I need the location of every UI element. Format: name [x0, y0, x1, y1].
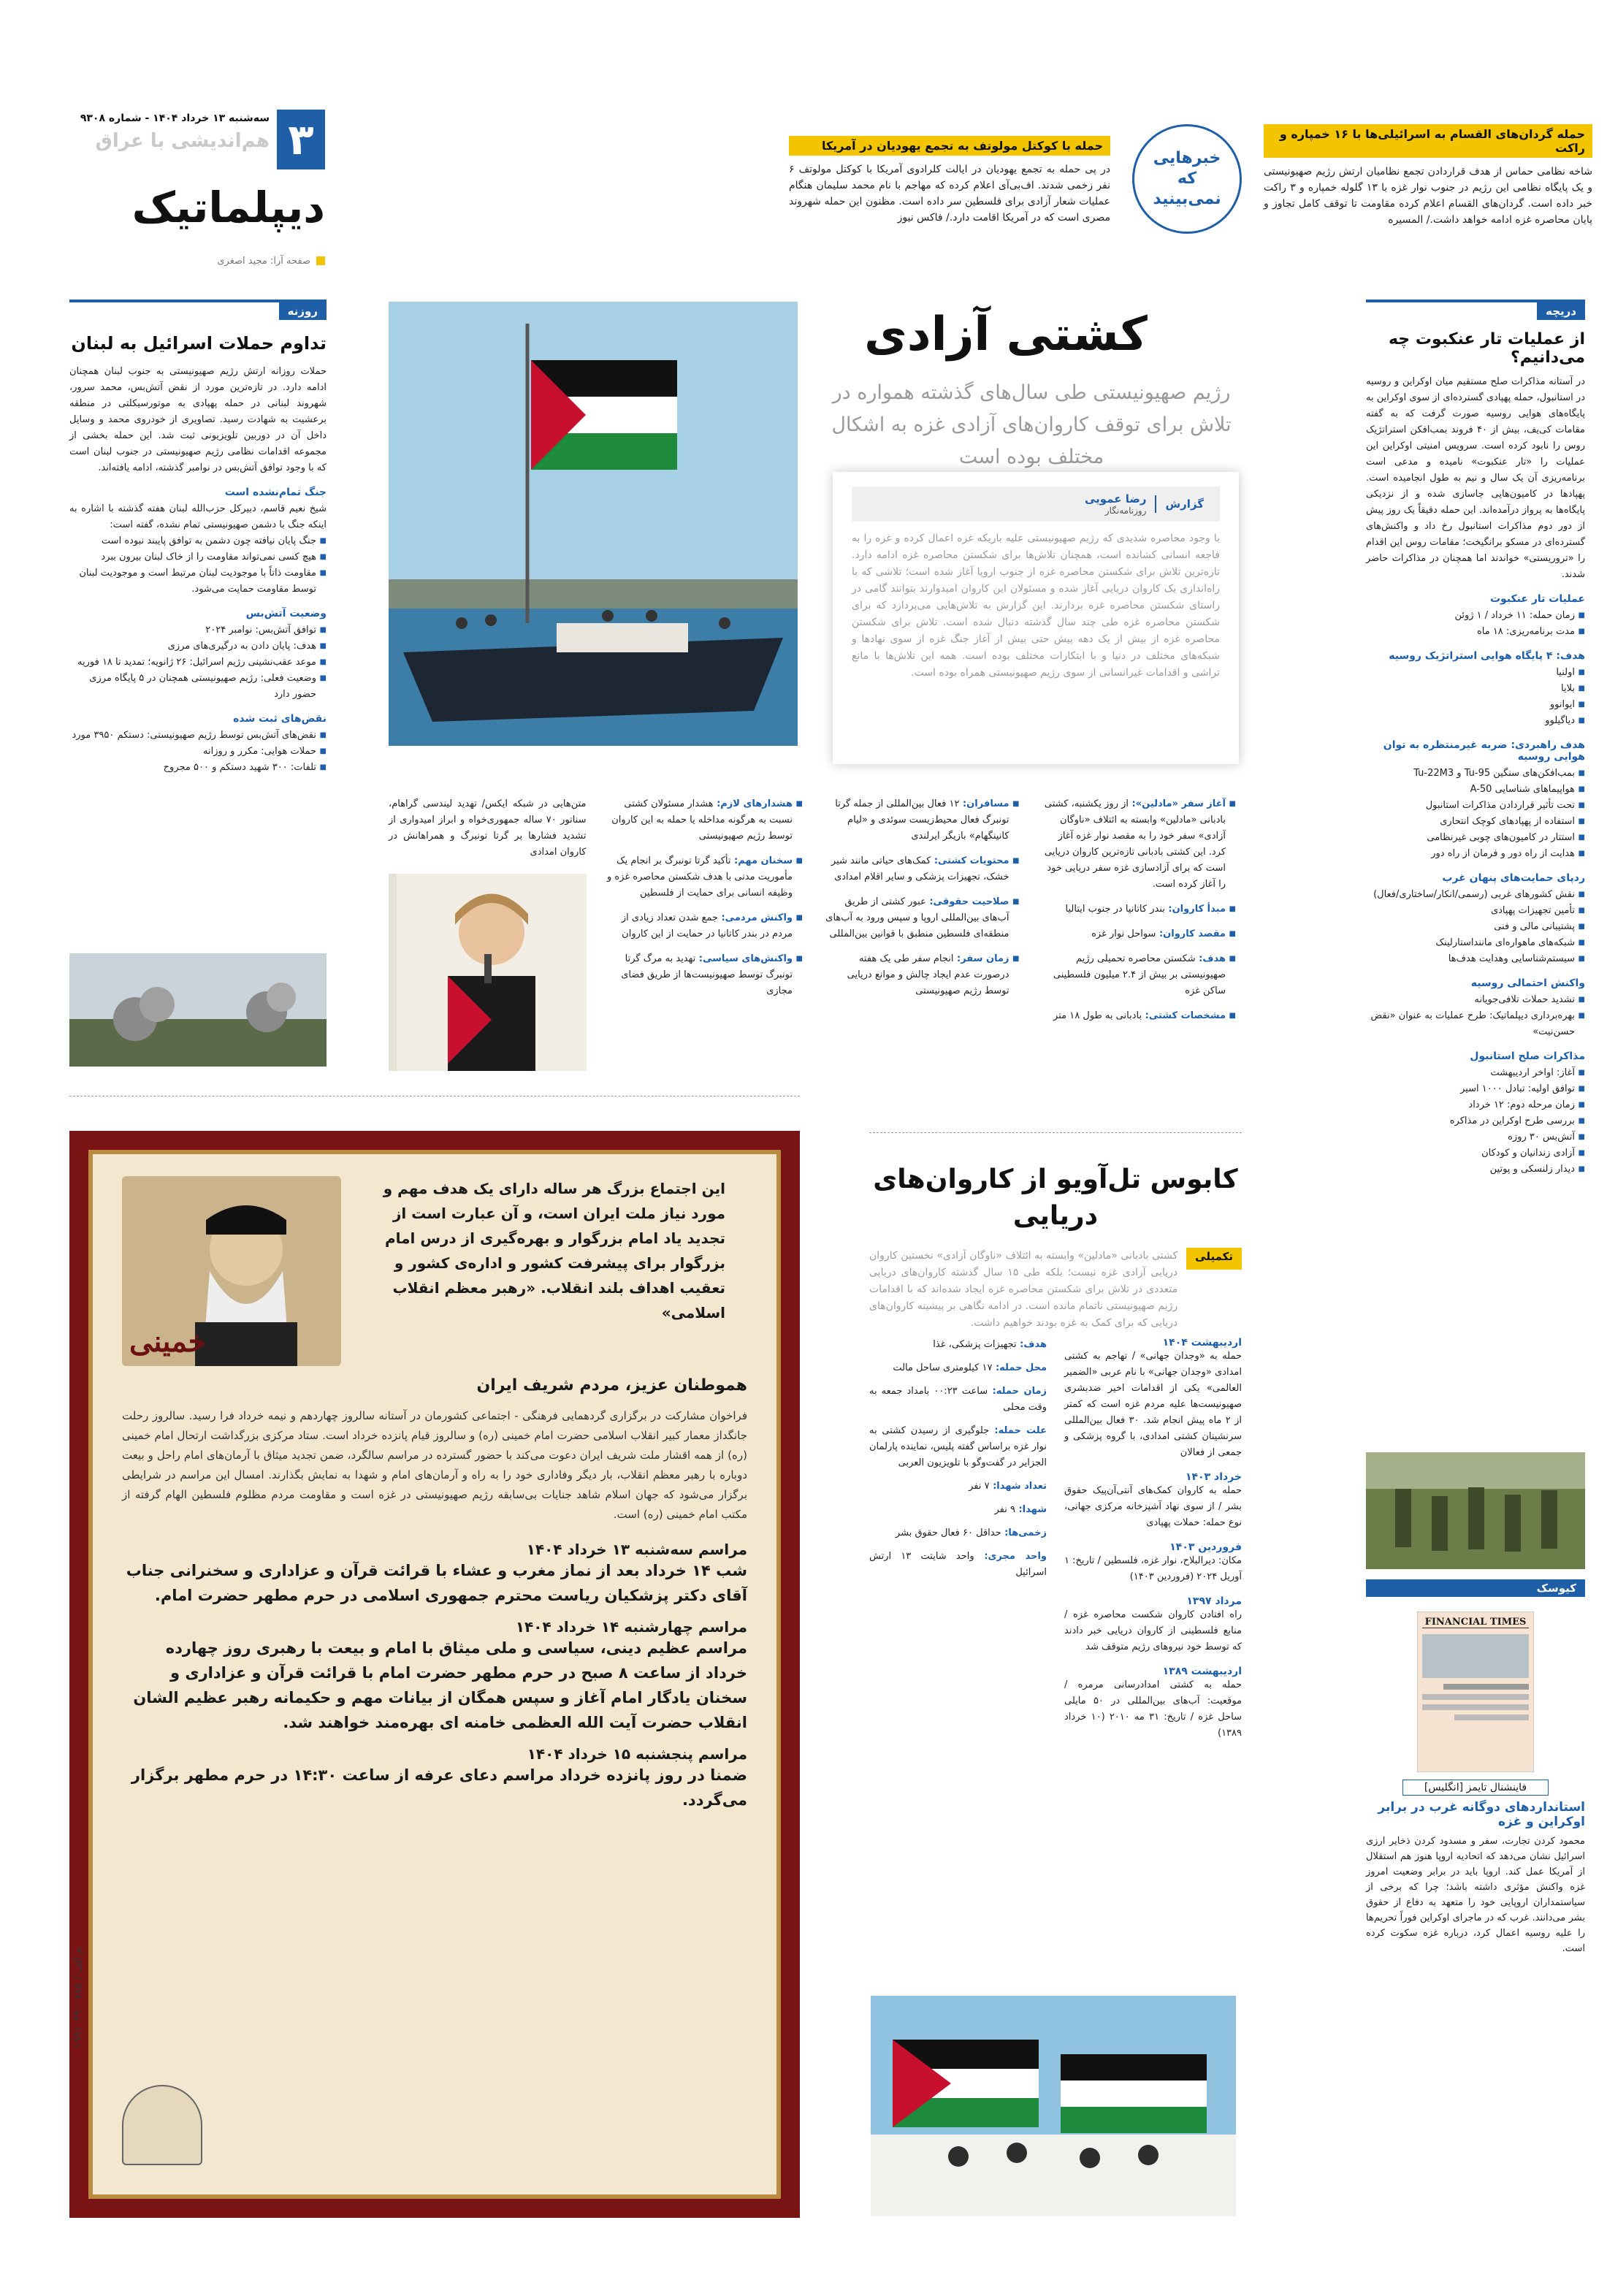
timeline-left-text: واحد شایتت ۱۳ ارتش اسرائیل [869, 1551, 1047, 1578]
right-section-item: ■ نقش کشورهای غربی (رسمی/انکار/ساختاری/فعال) [1366, 887, 1585, 903]
right-section-title: ردپای حمایت‌های پنهان غرب [1442, 872, 1585, 884]
detail-text: هشدار مسئولان کشتی نسبت به هرگونه مداخله یا حمله به این کاروان توسط رژیم صهیونیستی [611, 798, 793, 842]
timeline-left-item [869, 1525, 1047, 1541]
quote-text: متن‌هایی در شبکه ایکس/ تهدید لیندسی گراهام، سناتور ۷۰ ساله جمهوری‌خواه و ابراز امیدواری از تشدید فشارها بر گرتا تونبرگ و همراهانش در کاروان امدادی [389, 798, 587, 858]
top-news-right-text: شاخه نظامی حماس از هدف قراردادن تجمع نظامیان ارتش رژیم صهیونیستی و یک پایگاه نظامی این رژیم در جنوب نوار غزه با ۱۳ گلوله خمپاره و ۳ راکت خبر داده است. گردان‌های القسام اعلام کرده مقاومت تا توقف کامل تجاوز و پایان محاصره غزه ادامه خواهد داشت./ المسیره [1264, 166, 1593, 226]
right-section-item: ■ بمب‌افکن‌های سنگین Tu-95 و Tu-22M3 [1366, 766, 1585, 782]
left-section-title: جنگ تمام‌نشده است [224, 487, 327, 498]
timeline-left-label: علت حمله: [989, 1425, 1047, 1436]
left-section-item: ■ جنگ پایان نیافته چون دشمن به توافق پایبند نبوده است [69, 533, 327, 549]
right-section-item: ■ تحت تأثیر قراردادن مذاکرات استانبول [1366, 798, 1585, 814]
right-section-item: ■ بررسی طرح اوکراین در مذاکره [1366, 1113, 1585, 1129]
detail-text: از روز یکشنبه، کشتی بادبانی «مادلین» وابسته به ائتلاف «ناوگان آزادی» سفر خود را به مقصد نوار غزه آغاز کرد. این کشتی بادبانی تازه‌ترین کاروان دریایی است که برای آزادسازی غزه سفر دریایی خود را آغاز کرده است. [1044, 798, 1226, 890]
timeline-left-label: تعداد شهدا: [989, 1481, 1047, 1492]
detail-label: سخنان مهم: [730, 855, 793, 866]
masthead [66, 110, 325, 278]
ad-schedule-text: ضمنا در روز پانزده خرداد مراسم دعای عرفه از ساعت ۱۴:۳۰ در حرم مطهر برگزار می‌گردد. [131, 1766, 747, 1809]
timeline-date: اردیبهشت ۱۴۰۴ [1162, 1337, 1242, 1349]
top-news-left-title: حمله با کوکتل مولوتف به تجمع یهودیان در آمریکا [789, 136, 1110, 156]
timeline-left-label: هدف: [1016, 1339, 1047, 1350]
right-section-item: ■ هواپیماهای شناسایی A-50 [1366, 782, 1585, 798]
madleen-details [389, 796, 1236, 1103]
right-section-item: ■ آتش‌بس ۳۰ روزه [1366, 1129, 1585, 1145]
spiderweb-title: از عملیات تار عنکبوت چه می‌دانیم؟ [1388, 330, 1585, 367]
detail-label: صلاحیت حقوقی: [925, 896, 1009, 907]
spiderweb-body: در آستانه مذاکرات صلح مستقیم میان اوکراین و روسیه در استانبول، حمله پهپادی گسترده‌ای از سوی اوکراین به پایگاه‌های هوایی روسیه صورت گرفت که به گفته مقامات کی‌یف، بیش از ۴۰ فروند بمب‌افکن استراتژیک روس را نابود کرده است. سرویس امنیتی اوکراین این عملیات را «تار عنکبوت» نامیده و مدعی است برنامه‌ریزی آن یک سال و نیم به طول انجامیده است. پهپادها در کامیون‌هایی جاسازی شده و از نزدیکی پایگاه‌ها به پرواز درآمده‌اند. این حمله دقیقاً یک روز پیش از دور دوم مذاکرات استانبول رخ داد و واکنش‌های گسترده‌ای در مسکو برانگیخت؛ مقامات روس این اقدام را «تروریستی» خواندند اما همچنان در مذاکرات حاضر شدند. [1366, 376, 1585, 580]
ad-body: فراخوان مشارکت در برگزاری گردهمایی فرهنگی - اجتماعی کشورمان در آستانه سالروز چهاردهم و نیمه خرداد فرا رسید. سالروز رحلت جانگداز معمار کبیر انقلاب اسلامی حضرت امام خمینی (ره) و سالروز قیام پانزده خرداد است. ستاد مرکزی بزرگداشت ارتحال امام خمینی (ره) از همه اقشار ملت شریف ایران دعوت می‌کند با حضور گسترده در مراسم سالگرد، ضمن تجدید میثاق با آرمان‌های امام راحل و بیعت دوباره با رهبر معظم انقلاب، بار دیگر وفاداری خود را به راه و آرمان‌های امام و شهدا به نمایش بگذارند. امسال این مراسم در شرایطی برگزار می‌شود که جهان اسلام شاهد جنایات بی‌سابقه رژیم صهیونیستی در غزه است و مقاومت مردم مظلوم فلسطین الهام گرفته از مکتب امام خمینی (ره) است. [122, 1409, 747, 1521]
page-editor: صفحه آرا: مجید اصغری [217, 256, 310, 267]
right-section-item: ■ آغاز: اواخر اردیبهشت [1366, 1065, 1585, 1081]
timeline-left-label: زخمی‌ها: [1001, 1528, 1047, 1538]
right-section-title: هدف: ۴ پایگاه هوایی استراتژیک روسیه [1389, 650, 1585, 662]
kiosk-caption: فاینشنال تایمز [انگلیس] [1402, 1780, 1549, 1796]
center-divider [869, 1132, 1242, 1133]
report-byline [852, 487, 1220, 522]
detail-text: جمع شدن تعداد زیادی از مردم در بندر کاتانیا در حمایت از این کاروان [621, 912, 793, 939]
detail-text: شکستن محاصره تحمیلی رژیم صهیونیستی بر بیش از ۲.۴ میلیون فلسطینی ساکن غزه [1053, 953, 1226, 996]
timeline-left-text: ۱۷ کیلومتری ساحل مالت [893, 1362, 993, 1373]
flotilla-photo [871, 1996, 1236, 2216]
spiderweb-sections [1366, 593, 1585, 1178]
detail-item [1039, 796, 1237, 893]
kiosk-paper-name: FINANCIAL TIMES [1422, 1617, 1529, 1628]
detail-label: واکنش مردمی: [717, 912, 793, 923]
detail-item [822, 894, 1020, 942]
memorial-ad [69, 1131, 800, 2218]
timeline-left-item [869, 1423, 1047, 1471]
nightmare-tag: تکمیلی [1186, 1248, 1242, 1270]
detail-item [606, 951, 804, 999]
timeline-text: حمله به کاروان کمک‌های آنتی‌آن‌پیک حقوق بشر / از سوی نهاد آشپزخانه مرکزی جهانی، نوع حمله: حملات پهپادی [1064, 1485, 1242, 1528]
timeline-text: مکان: دیرالبلاح، نوار غزه، فلسطین / تاریخ: ۱ آوریل ۲۰۲۴ (فروردین ۱۴۰۳) [1064, 1555, 1242, 1582]
timeline-left-label: محل حمله: [992, 1362, 1047, 1373]
timeline-left [869, 1337, 1047, 1752]
timeline-date: مرداد ۱۳۹۷ [1186, 1595, 1242, 1607]
detail-label: مقصد کاروان: [1156, 928, 1226, 939]
top-news-left [789, 136, 1110, 226]
timeline-left-label: واحد مجری: [974, 1551, 1047, 1562]
dariche-tag: دریچه [1537, 302, 1585, 320]
detail-label: هشدارهای لازم: [713, 798, 793, 809]
timeline-left-text: جلوگیری از رسیدن کشتی به نوار غزه براساس گفته پلیس، نماینده پارلمان الجزایر در گفت‌وگو با تلویزیون العربی [869, 1425, 1047, 1468]
report-box [833, 472, 1239, 764]
section-label: هم‌اندیشی با عراق [95, 130, 270, 152]
detail-item [1039, 901, 1237, 918]
left-section-item: ■ وضعیت فعلی: رژیم صهیونیستی همچنان در ۵ پایگاه مرزی حضور دارد [69, 671, 327, 703]
ship-photo [389, 302, 798, 746]
ad-schedule-text: شب ۱۴ خرداد بعد از نماز مغرب و عشاء با قرائت قرآن و عزاداری و سخنرانی جناب آقای دکتر پزشکیان ریاست محترم جمهوری اسلامی در حرم مطهر حضرت امام. [126, 1562, 747, 1604]
kiosk-tag: کیوسک [1366, 1579, 1585, 1597]
left-section-title: وضعیت آتش‌بس [245, 608, 327, 619]
top-news-right [1264, 124, 1592, 228]
timeline-entry [1064, 1595, 1242, 1655]
right-section-item: ■ تشدید حملات تلافی‌جویانه [1366, 992, 1585, 1008]
girl-illustration [397, 874, 587, 1071]
detail-label: آغاز سفر «مادلین»: [1129, 798, 1226, 809]
timeline-left-item [869, 1337, 1047, 1353]
detail-text: ۱۲ فعال بین‌المللی از جمله گرتا تونبرگ فعال محیط‌زیست سوئدی و «لیام کانینگهام» بازیگر ایرلندی [835, 798, 1009, 842]
detail-text: سواحل نوار غزه [1091, 928, 1156, 939]
soldiers-photo [1366, 1452, 1585, 1569]
nightmare-intro: کشتی بادبانی «مادلین» وابسته به ائتلاف «ناوگان آزادی» نخستین کاروان دریایی آزادی غزه نیست؛ بلکه طی ۱۵ سال گذشته کاروان‌های دریایی متعددی در تلاش برای شکستن محاصره غزه ایجاد شده‌اند که با اقدامات رژیم صهیونیستی ناتمام مانده است. در ادامه نگاهی بر پیشینه کاروان‌های دریایی که برای کمک به غزه بودند خواهیم داشت. [869, 1250, 1178, 1329]
detail-label: مشخصات کشتی: [1142, 1010, 1226, 1021]
logo: دیپلماتیک [131, 183, 325, 232]
ship-illustration [389, 302, 798, 746]
flotilla-illustration [871, 1996, 1236, 2216]
ad-schedule-heading: مراسم سه‌شنبه ۱۳ خرداد ۱۴۰۴ [526, 1541, 747, 1558]
detail-item [1039, 951, 1237, 999]
right-section-item: ■ سیستم‌شناسایی وهدایت هدف‌ها [1366, 951, 1585, 967]
detail-item [606, 910, 804, 942]
detail-text: کمک‌های حیاتی مانند شیر خشک، تجهیزات پزشکی و سایر اقلام امدادی [831, 855, 1009, 882]
ad-schedule-heading: مراسم پنجشنبه ۱۵ خرداد ۱۴۰۴ [527, 1745, 747, 1763]
timeline-left-item [869, 1549, 1047, 1581]
right-section-title: هدف راهبردی: ضربه غیرمنتظره به توان هوایی روسیه [1383, 739, 1585, 763]
timeline-entry [1064, 1471, 1242, 1531]
right-section-item: ■ ایوانوو [1366, 697, 1585, 713]
timeline-text: حمله به «وجدان جهانی» / تهاجم به کشتی امدادی «وجدان جهانی» با نام عربی «الضمیر العالمی» یکی از اقدامات اخیر ضدبشری صهیونیست‌ها علیه مردم غزه است که کمتر از ۲ ماه پیش انجام شد. ۳۰ فعال بین‌المللی سرنشینان کشتی امدادی، با گروه پزشکی و جمعی از فعالان [1064, 1351, 1243, 1458]
detail-text: عبور کشتی از طریق آب‌های بین‌المللی اروپا و سپس ورود به آب‌های منطقه‌ای فلسطین منطبق با قوانین بین‌المللی [825, 896, 1009, 939]
left-section-intro: شیخ نعیم قاسم، دبیرکل حزب‌الله لبنان هفته گذشته با اشاره به اینکه جنگ با دشمن صهیونیستی تمام نشده، گفته است: [69, 503, 327, 530]
right-section-item: ■ اولنیا [1366, 665, 1585, 681]
ad-greeting: هموطنان عزیز، مردم شریف ایران [476, 1376, 747, 1395]
report-tag: گزارش [1155, 495, 1213, 513]
top-news-strip [380, 124, 1592, 234]
left-section-title: نقض‌های ثبت شده [233, 713, 327, 725]
girl-photo [389, 874, 587, 1071]
top-news-right-title: حمله گردان‌های القسام به اسرائیلی‌ها با ۱۶ خمپاره و راکت [1264, 124, 1592, 158]
left-section-item: ■ نقض‌های آتش‌بس توسط رژیم صهیونیستی: دستکم ۳۹۵۰ مورد [69, 728, 327, 744]
right-section-item: ■ استفاده از پهپادهای کوچک انتحاری [1366, 814, 1585, 830]
timeline-left-text: ۹ نفر [994, 1504, 1015, 1515]
detail-label: واکنش‌های سیاسی: [695, 953, 793, 964]
right-section-item: ■ پشتیبانی مالی و فنی [1366, 919, 1585, 935]
detail-item [822, 951, 1020, 999]
left-section-item: ■ مقاومت ذاتاً با موجودیت لبنان مرتبط است و موجودیت لبنان توسط مقاومت حمایت می‌شود. [69, 565, 327, 598]
detail-text: انجام سفر طی یک هفته درصورت عدم ایجاد چالش و موانع دریایی توسط رژیم صهیونیستی [847, 953, 1009, 996]
detail-text: تأکید گرتا تونبرگ بر انجام یک مأموریت مدنی با هدف شکستن محاصره غزه و وظیفه انسانی برای حمایت از فلسطین [606, 855, 793, 899]
report-author: رضا عمویی [1084, 492, 1147, 506]
timeline-left-item [869, 1384, 1047, 1416]
right-section-title: مذاکرات صلح استانبول [1470, 1050, 1585, 1062]
col-left [69, 300, 327, 776]
ad-brand: خمینی [129, 1324, 207, 1359]
detail-item [606, 796, 804, 844]
madleen-col [1039, 796, 1237, 1071]
freedom-ship-headline: کشتی آزادی [864, 308, 1148, 362]
left-section-item: ■ هیچ کسی نمی‌تواند مقاومت را از خاک لبنان بیرون ببرد [69, 549, 327, 565]
detail-label: محتویات کشتی: [931, 855, 1009, 866]
ad-schedule-heading: مراسم چهارشنبه ۱۴ خرداد ۱۴۰۴ [515, 1618, 747, 1636]
badge-text: خبرهایی که نمی‌بینید [1153, 149, 1221, 208]
timeline-left-text: ساعت ۰۰:۲۳ بامداد جمعه به وقت محلی [869, 1386, 1047, 1413]
timeline-date: فروردین ۱۴۰۳ [1169, 1541, 1242, 1553]
detail-item [606, 853, 804, 901]
rozaneh-tag: روزنه [279, 302, 327, 320]
nightmare-section [869, 1162, 1242, 1332]
timeline-entry [1064, 1541, 1242, 1585]
left-section-item: ■ موعد عقب‌نشینی رژیم اسرائیل: ۲۶ ژانویه؛ تمدید تا ۱۸ فوریه [69, 655, 327, 671]
detail-item [1039, 1008, 1237, 1024]
lebanon-illustration [69, 953, 327, 1067]
timeline-text: راه افتادن کاروان شکست محاصره غزه / منابع فلسطینی از کاروان دریایی خبر دادند که توسط خود نیروهای رژیم متوقف شد [1064, 1609, 1242, 1652]
timeline-left-text: تجهیزات پزشکی، غذا [933, 1339, 1017, 1350]
right-section-item: ■ هدایت از راه دور و فرمان از راه دور [1366, 846, 1585, 862]
detail-label: زمان سفر: [953, 953, 1009, 964]
report-intro: با وجود محاصره شدیدی که رژیم صهیونیستی علیه باریکه غزه اعمال کرده و غزه را به فاجعه انسانی کشانده است، همچنان تلاش‌ها برای شکستن محاصره غزه ادامه دارد. تازه‌ترین تلاش برای شکستن محاصره غزه از جنوب اروپا آغاز شده است؛ تلاشی که با راه‌اندازی یک کاروان دریایی آغاز شده و مسئولان این کاروان امیدوارند بتوانند گامی در راستای شکستن محاصره غزه بردارند. این گزارش به تلاش‌هایی می‌پردازد که برای شکستن محاصره غزه طی چند سال گذشته دنبال شده است. تلاش برای شکستن محاصره غزه از بیش از یک دهه پیش حتی بیش از آغاز جنگ غزه از سوی نهادها و شبکه‌های مختلف در دنیا و با ابتکارات مختلف بوده است. همه این تلاش‌ها با مانع تراشی و اقدامات غیرانسانی از سوی رژیم صهیونیستی همراه بوده است. [852, 533, 1220, 679]
lebanon-title: تداوم حملات اسرائیل به لبنان [71, 333, 327, 354]
right-section-item: ■ بلایا [1366, 681, 1585, 697]
lebanon-body: حملات روزانه ارتش رژیم صهیونیستی به جنوب لبنان همچنان ادامه دارد. در تازه‌ترین مورد از نقض آتش‌بس، محمد سرور، شهروند لبنانی در حمله پهپادی به موتورسیکلتی در منطقه برعشیت به شهادت رسید. تصاویری از خودروی محمد و وسایل داخل آن در دوربین تلویزیونی ثبت شد. این حمله بخشی از مجموعه اقدامات نظامی رژیم صهیونیستی در جنوب لبنان است که با وجود توافق آتش‌بس در نوامبر گذشته، ادامه یافته‌اند. [69, 366, 327, 473]
ad-schedule [122, 1541, 747, 1812]
ad-emblem [122, 2085, 202, 2165]
timeline-left-text: حداقل ۶۰ فعال حقوق بشر [895, 1528, 1001, 1538]
timeline [869, 1337, 1243, 1739]
right-section-item: ■ دیدار زلنسکی و پوتین [1366, 1162, 1585, 1178]
detail-label: هدف: [1195, 953, 1226, 964]
col-right [1366, 300, 1585, 1178]
right-section-item: ■ توافق اولیه: تبادل ۱۰۰۰ اسیر [1366, 1081, 1585, 1097]
ad-quote: این اجتماع بزرگ هر ساله دارای یک هدف مهم و مورد نیاز ملت ایران است، و آن عبارت است از تجدید یاد امام بزرگوار و بهره‌گیری از درس امام بزرگوار برای پیشرفت کشور و اداره‌ی کشور و تعقیب اهداف بلند انقلاب. «رهبر معظم انقلاب اسلامی» [383, 1180, 725, 1321]
lebanon-sections [69, 487, 327, 776]
left-section-item: ■ تلفات: ۳۰۰ شهید دستکم و ۵۰۰ مجروح [69, 760, 327, 776]
report-author-role: روزنامه‌نگار [1104, 506, 1147, 516]
freedom-ship-deck: رژیم صهیونیستی طی سال‌های گذشته همواره در تلاش برای توقف کاروان‌های آزادی غزه به اشکال مختلف بوده است [831, 381, 1232, 468]
timeline-left-label: شهدا: [1015, 1504, 1047, 1515]
right-section-item: ■ شبکه‌های ماهواره‌ای ماننداستارلینک [1366, 935, 1585, 951]
ad-schedule-text: مراسم عظیم دینی، سیاسی و ملی میثاق با امام و بیعت با رهبری روز چهارده خرداد از ساعت ۸ صبح در حرم مطهر حضرت امام با قرائت قرآن و عزاداری و سخنان یادگار امام آغاز و سپس همگان از بیانات مهم و حکیمانه رهبر عظیم الشان انقلاب حضرت آیت الله العظمی خامنه ای بهره‌مند خواهند شد. [133, 1639, 747, 1731]
badge-circle [1132, 124, 1242, 234]
timeline-date: خرداد ۱۴۰۳ [1185, 1471, 1242, 1483]
kiosk-newspaper [1417, 1612, 1534, 1772]
right-section-item: ■ آزادی زندانیان و کودکان [1366, 1145, 1585, 1162]
detail-text: بندر کاتانیا در جنوب ایتالیا [1065, 904, 1165, 915]
right-section-item: ■ زمان حمله: ۱۱ خرداد / ۱ ژوئن [1366, 608, 1585, 624]
right-section-item: ■ مدت برنامه‌ریزی: ۱۸ ماه [1366, 624, 1585, 640]
nightmare-intro-row [869, 1248, 1242, 1332]
timeline-left-item [869, 1502, 1047, 1518]
page-number: ۳ [277, 110, 325, 169]
slogans-col [606, 796, 804, 1071]
right-section-item: ■ زمان مرحله دوم: ۱۲ خرداد [1366, 1097, 1585, 1113]
right-section-item: ■ بهره‌برداری دیپلماتیک: طرح عملیات به عنوان «نقض حسن‌نیت» [1366, 1008, 1585, 1040]
right-section-item: ■ تأمین تجهیزات پهپادی [1366, 903, 1585, 919]
detail-text: بادبانی به طول ۱۸ متر [1053, 1010, 1142, 1021]
left-section-item: ■ هدف: پایان دادن به درگیری‌های مرزی [69, 638, 327, 655]
detail-item [1039, 926, 1237, 942]
timeline-date: اردیبهشت ۱۳۸۹ [1162, 1666, 1242, 1677]
date-line: سه‌شنبه ۱۳ خرداد ۱۴۰۴ - شماره ۹۳۰۸ [80, 112, 270, 124]
kiosk-text: محمود کردن تجارت، سفر و مسدود کردن ذخایر ارزی اسرائیل نشان می‌دهد که اتحادیه اروپا هنوز هم استقلال از آمریکا عمل کند. اروپا باید در برابر وضعیت امروز غزه واکنش مؤثری داشته باشد؛ چرا که برخی از سیاستمداران اروپایی خود را متعهد به دفاع از حقوق بشر می‌دانند. غرب که در ماجرای اوکراین فوراً تحریم‌ها را علیه روسیه اعمال کرد، درباره غزه سکوت کرده است. [1366, 1836, 1585, 1954]
lebanon-photo [69, 953, 327, 1067]
timeline-entry [1064, 1337, 1242, 1461]
timeline-right [1064, 1337, 1242, 1752]
timeline-left-label: زمان حمله: [988, 1386, 1047, 1397]
timeline-left-item [869, 1479, 1047, 1495]
passengers-col [822, 796, 1020, 1071]
right-section-title: عملیات تار عنکبوت [1489, 593, 1585, 605]
freedom-ship-header [812, 305, 1251, 473]
right-section-item: ■ دیاگیلوو [1366, 713, 1585, 729]
detail-item [822, 796, 1020, 844]
ad-portrait [122, 1176, 341, 1366]
left-section-item: ■ توافق آتش‌بس: نوامبر ۲۰۲۴ [69, 622, 327, 638]
left-section-item: ■ حملات هوایی: مکرر و روزانه [69, 744, 327, 760]
timeline-left-item [869, 1360, 1047, 1376]
top-news-left-text: در پی حمله به تجمع یهودیان در ایالت کلرادوی آمریکا با کوکتل مولوتف ۶ نفر زخمی شدند. اف‌بی‌آی اعلام کرده که مهاجم با نام محمد سلیمان هنگام عملیات شعار آزادی برای فلسطین سر داده است. مظنون این حمله شهروند مصری است که در آمریکا اقامت دارد./ فاکس نیوز [789, 164, 1110, 224]
kiosk-title: استانداردهای دوگانه غرب در برابر اوکراین و غزه [1378, 1800, 1585, 1829]
detail-item [822, 853, 1020, 885]
nightmare-headline: کابوس تل‌آویو از کاروان‌های دریایی [873, 1164, 1238, 1231]
detail-label: مسافران: [959, 798, 1009, 809]
right-section-title: واکنش احتمالی روسیه [1470, 977, 1585, 989]
timeline-entry [1064, 1666, 1242, 1742]
soldiers-illustration [1366, 1452, 1585, 1569]
yellow-square [316, 256, 325, 265]
detail-label: مبدأ کاروان: [1164, 904, 1226, 915]
right-section-item: ■ استتار در کامیون‌های چوبی غیرنظامی [1366, 830, 1585, 846]
detail-text: تهدید به مرگ گرتا تونبرگ توسط صهیونیست‌ها از طریق فضای مجازی [621, 953, 793, 996]
ad-code: م الف / ۷۸۵ - ۱۹۹۱۰۳۹ [72, 1947, 84, 2048]
quote-col [389, 796, 587, 1071]
timeline-text: حمله به کشتی امدادرسانی مرمره / موقعیت: آب‌های بین‌المللی در ۵۰ مایلی ساحل غزه / تاریخ: ۳۱ مه ۲۰۱۰ (۱۰ خرداد ۱۳۸۹) [1064, 1679, 1242, 1739]
kiosk [1366, 1579, 1585, 1956]
timeline-left-text: ۷ نفر [969, 1481, 990, 1492]
